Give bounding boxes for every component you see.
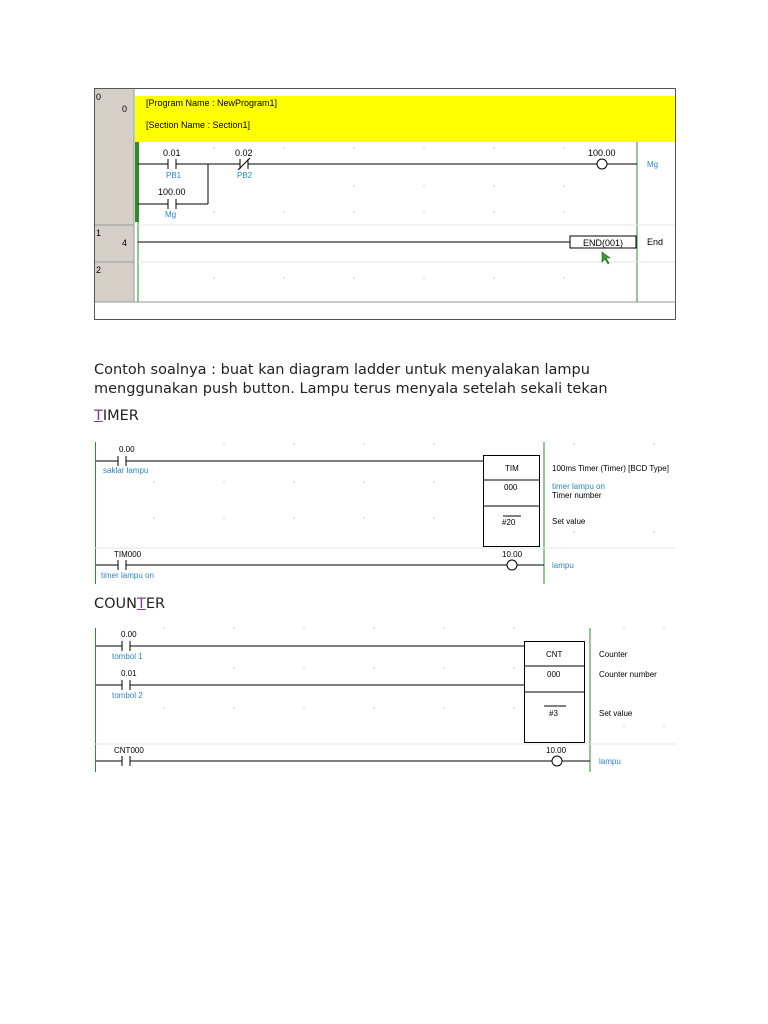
task-description: [94, 361, 608, 399]
coil-address: 10.00: [546, 746, 567, 755]
timer-instruction: TIM: [505, 464, 519, 473]
contact-comment: tombol 1: [112, 652, 143, 661]
no-contact: [118, 560, 126, 570]
contact-address: 100.00: [158, 187, 186, 197]
no-contact: [122, 756, 130, 766]
counter-heading: [94, 596, 165, 612]
task-line: menggunakan push button. Lampu terus menyala setelah sekali tekan: [94, 381, 608, 397]
counter-instruction: CNT: [546, 650, 563, 659]
counter-ladder: [94, 626, 676, 774]
counter-set-value: #3: [549, 709, 558, 718]
timer-set-desc: Set value: [552, 517, 586, 526]
heading-underlined-part: T: [137, 596, 146, 612]
heading-rest: ER: [145, 596, 166, 612]
section-name: [Section Name : Section1]: [146, 120, 251, 130]
task-line: Contoh soalnya : buat kan diagram ladder untuk menyalakan lampu: [94, 362, 590, 378]
contact-address: 0.01: [163, 148, 181, 158]
contact-address: CNT000: [114, 746, 144, 755]
timer-number-comment: timer lampu on: [552, 482, 605, 491]
timer-ladder: [94, 440, 676, 586]
timer-description: 100ms Timer (Timer) [BCD Type]: [552, 464, 669, 473]
no-contact: [122, 641, 130, 651]
output-coil: [552, 756, 562, 766]
contact-address: TIM000: [114, 550, 142, 559]
contact-comment: timer lampu on: [101, 571, 154, 580]
rung-number: 2: [96, 265, 102, 275]
coil-address: 10.00: [502, 550, 523, 559]
heading-rest: IMER: [102, 408, 139, 424]
contact-comment: PB1: [166, 171, 182, 180]
step-number: 4: [122, 238, 128, 248]
coil-comment: Mg: [647, 160, 659, 169]
contact-address: 0.02: [235, 148, 253, 158]
counter-set-desc: Set value: [599, 709, 633, 718]
coil-address: 100.00: [588, 148, 616, 158]
rung-number: 1: [96, 228, 102, 238]
timer-number: 000: [504, 483, 518, 492]
ladder-screenshot-1: [94, 88, 676, 320]
coil-comment: lampu: [552, 561, 574, 570]
coil-comment: lampu: [599, 757, 621, 766]
timer-heading: [94, 408, 139, 424]
contact-comment: saklar lampu: [103, 466, 149, 475]
no-contact: [122, 680, 130, 690]
contact-comment: Mg: [165, 210, 177, 219]
contact-comment: tombol 2: [112, 691, 143, 700]
counter-number-desc: Counter number: [599, 670, 657, 679]
end-instruction: END(001): [583, 238, 624, 248]
timer-set-value: #20: [502, 518, 516, 527]
contact-comment: PB2: [237, 171, 253, 180]
program-name: [Program Name : NewProgram1]: [146, 98, 278, 108]
contact-address: 0.01: [121, 669, 137, 678]
step-number: 0: [122, 104, 128, 114]
output-coil: [507, 560, 517, 570]
counter-description: Counter: [599, 650, 628, 659]
output-coil: [597, 159, 607, 169]
heading-part: COUN: [94, 596, 137, 612]
contact-address: 0.00: [121, 630, 137, 639]
no-contact: [118, 456, 126, 466]
timer-number-desc: Timer number: [552, 491, 602, 500]
counter-number: 000: [547, 670, 561, 679]
contact-address: 0.00: [119, 445, 135, 454]
rung-number: 0: [96, 92, 102, 102]
end-label: End: [647, 237, 664, 247]
heading-underlined-part: T: [94, 408, 103, 424]
